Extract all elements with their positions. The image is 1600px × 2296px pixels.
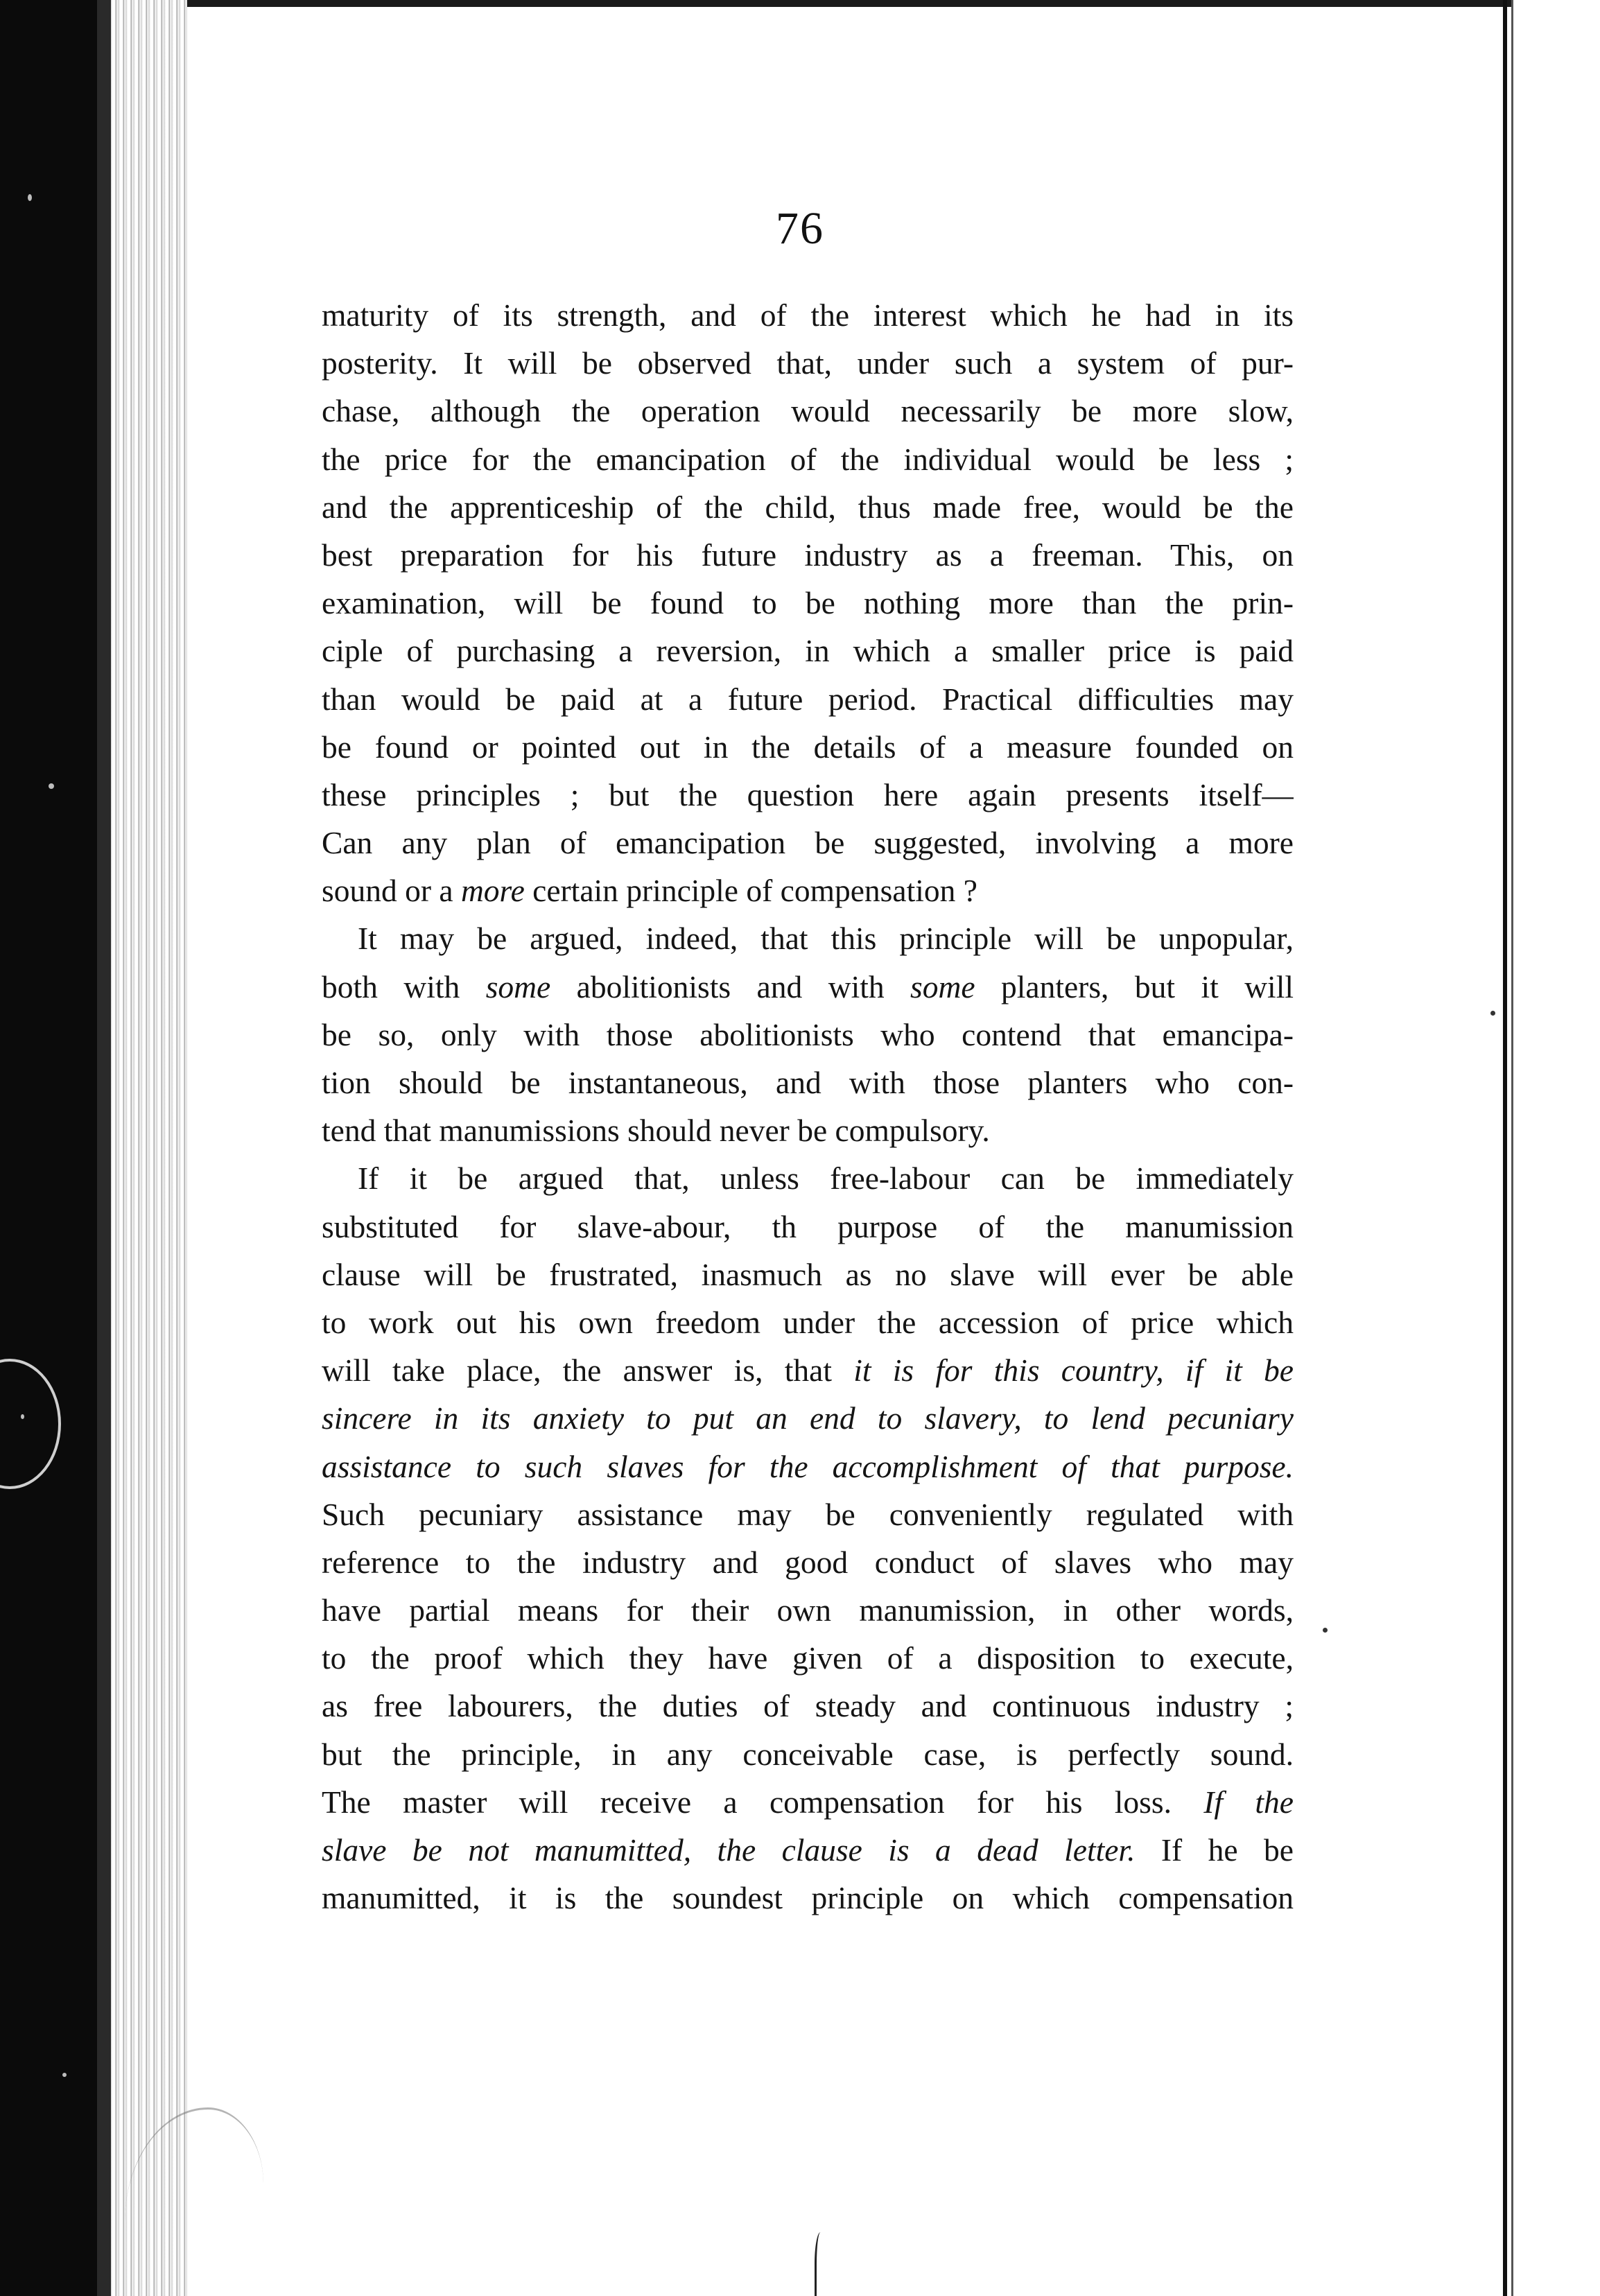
text-line: Such pecuniary assistance may be conveniently regulated with [322,1496,1294,1532]
text-line: maturity of its strength, and of the interest which he had in its [322,297,1294,333]
text-line: be found or pointed out in the details of a measure founded on [322,729,1294,765]
text-line: posterity. It will be observed that, under such a system of pur- [322,345,1294,381]
top-scan-border [187,0,1518,7]
text-line: examination, will be found to be nothing more than the prin- [322,585,1294,621]
text-line: tend that manumissions should never be compulsory. [322,1113,990,1149]
text-line: substituted for slave-abour, th purpose of the manumission [322,1208,1294,1244]
page-number: 76 [776,203,824,254]
right-page-border [1503,0,1507,2296]
scanner-background [0,0,97,2296]
text-line: sound or a more certain principle of compensation ? [322,873,977,909]
text-line: than would be paid at a future period. Practical difficulties may [322,681,1294,717]
text-line: reference to the industry and good conduct of slaves who may [322,1544,1294,1580]
text-line: If it be argued that, unless free-labour can be immediately [358,1160,1294,1197]
text-line: clause will be frustrated, inasmuch as no slave will ever be able [322,1256,1294,1292]
text-line: best preparation for his future industry as a freeman. This, on [322,537,1294,573]
text-line: be so, only with those abolitionists who contend that emancipa- [322,1016,1294,1052]
body-text [322,291,1294,1922]
text-line: the price for the emancipation of the individual would be less ; [322,441,1294,477]
text-line: It may be argued, indeed, that this principle will be unpopular, [358,921,1294,957]
text-line: sincere in its anxiety to put an end to slavery, to lend pecuniary [322,1400,1294,1436]
margin-speck [1490,1011,1495,1016]
text-line: assistance to such slaves for the accomplishment of that purpose. [322,1448,1294,1484]
text-line: tion should be instantaneous, and with those planters who con- [322,1065,1294,1100]
text-line: have partial means for their own manumission, in other words, [322,1592,1294,1628]
text-line: ciple of purchasing a reversion, in which a smaller price is paid [322,633,1294,669]
text-line: manumitted, it is the soundest principle on which compensation [322,1880,1294,1916]
margin-speck [1323,1628,1328,1633]
text-line: chase, although the operation would necessarily be more slow, [322,393,1294,429]
text-line: to the proof which they have given of a disposition to execute, [322,1640,1294,1676]
book-edge-shadow [97,0,111,2296]
text-line: as free labourers, the duties of steady and continuous industry ; [322,1688,1294,1724]
text-line: both with some abolitionists and with some planters, but it will [322,968,1294,1004]
text-line: these principles ; but the question here again presents itself— [322,776,1294,812]
text-line: slave be not manumitted, the clause is a dead letter. If he be [322,1832,1294,1868]
text-line: to work out his own freedom under the accession of price which [322,1304,1294,1340]
text-line: will take place, the answer is, that it is for this country, if it be [322,1353,1294,1389]
text-line: but the principle, in any conceivable case, is perfectly sound. [322,1736,1294,1772]
text-line: and the apprenticeship of the child, thus made free, would be the [322,489,1294,525]
right-margin [1513,0,1600,2296]
bottom-gutter-mark [815,2232,826,2296]
text-line: The master will receive a compensation for his loss. If the [322,1784,1294,1820]
text-line: Can any plan of emancipation be suggested, involving a more [322,825,1294,861]
